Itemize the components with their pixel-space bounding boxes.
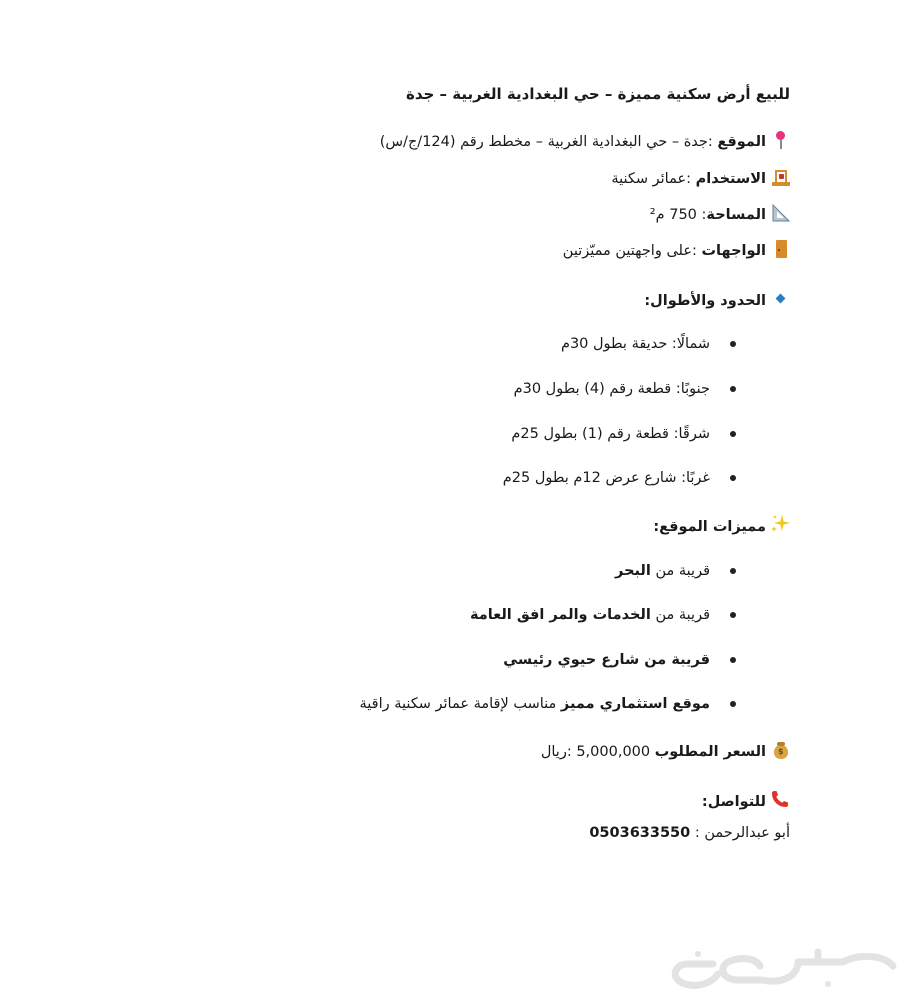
facades-label: الواجهات: [701, 243, 766, 259]
contact-heading: للتواصل:: [701, 794, 766, 810]
money-bag-icon: $: [772, 741, 790, 759]
features-heading: مميزات الموقع:: [653, 519, 766, 535]
contact-phone[interactable]: 0503633550: [589, 825, 691, 841]
usage-value: :عمائر سكنية: [611, 171, 692, 187]
location-line: [380, 131, 790, 152]
sparkles-icon: [772, 514, 790, 532]
boundaries-heading: الحدود والأطوال:: [644, 293, 766, 309]
feature-text: قريبة من: [650, 563, 710, 579]
list-item: [359, 694, 710, 714]
boundary-north: شمالًا: حديقة بطول 30م: [560, 336, 710, 352]
list-item: [511, 424, 710, 444]
feature-bold: البحر: [615, 563, 651, 579]
feature-bold: قريبة من شارع حيوي رئيسي: [503, 652, 710, 668]
boundary-south: جنوبًا: قطعة رقم (4) بطول 30م: [513, 381, 710, 397]
location-label: الموقع: [717, 134, 766, 150]
blue-diamond-icon: [772, 290, 790, 308]
pin-icon: [772, 131, 790, 149]
usage-line: [611, 168, 790, 189]
list-item: [503, 650, 710, 670]
list-item: [561, 334, 710, 354]
location-value: :جدة – حي البغدادية الغربية – مخطط رقم (124/ج/س): [379, 134, 713, 150]
facades-value: :على واجهتين مميّزتين: [562, 243, 697, 259]
contact-line: [589, 823, 790, 843]
price-label: السعر المطلوب: [654, 744, 766, 760]
feature-text: مناسب لإقامة عمائر سكنية راقية: [359, 696, 561, 712]
area-label: المساحة: [706, 207, 766, 223]
list-item: [615, 561, 710, 581]
construction-icon: [772, 168, 790, 186]
boundaries-heading-line: [644, 290, 790, 311]
price-line: [541, 741, 790, 762]
door-icon: [772, 240, 790, 258]
boundary-east: شرقًا: قطعة رقم (1) بطول 25م: [511, 426, 710, 442]
list-item: [514, 379, 710, 399]
contact-name: أبو عبدالرحمن :: [690, 825, 790, 841]
watermark-logo: [668, 944, 898, 994]
feature-bold: موقع استثماري مميز: [560, 696, 710, 712]
feature-bold: الخدمات والمر افق العامة: [469, 607, 651, 623]
features-heading-line: [653, 514, 790, 537]
triangular-ruler-icon: [772, 204, 790, 222]
usage-label: الاستخدام: [695, 171, 766, 187]
listing-title: للبيع أرض سكنية مميزة – حي البغدادية الغربية – جدة: [405, 85, 790, 103]
contact-heading-line: [702, 789, 790, 812]
area-value: : 750 م²: [649, 207, 707, 223]
feature-text: قريبة من: [650, 607, 710, 623]
area-line: [650, 204, 790, 225]
facades-line: [563, 240, 790, 261]
price-value: 5,000,000 :ريال: [540, 744, 655, 760]
telephone-icon: [772, 789, 790, 807]
boundary-west: غربًا: شارع عرض 12م بطول 25م: [502, 470, 710, 486]
list-item: [503, 468, 710, 488]
list-item: [470, 605, 710, 625]
